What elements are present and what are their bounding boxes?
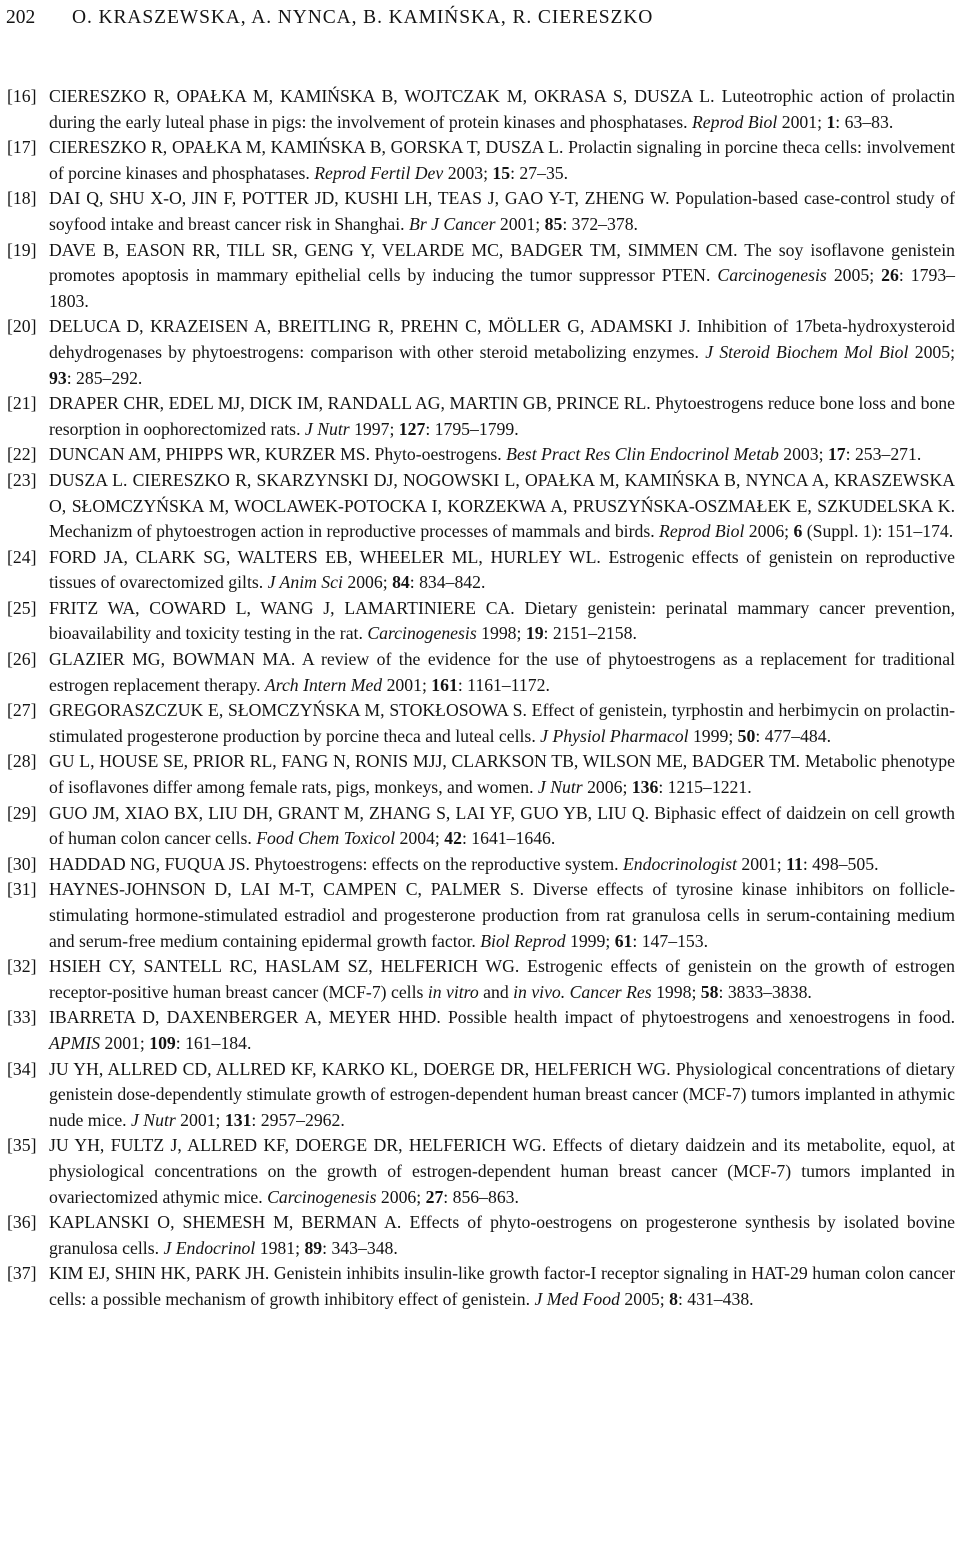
reference-authors: JU YH, FULTZ J, ALLRED KF, DOERGE DR, HELFERICH WG. [49, 1135, 547, 1156]
reference-volume: 93 [49, 367, 67, 388]
reference-title-italic: in vitro [427, 981, 479, 1002]
reference-authors: DAI Q, SHU X-O, JIN F, POTTER JD, KUSHI LH, TEAS J, GAO Y-T, ZHENG W. [49, 188, 670, 209]
reference-number: [36] [7, 1212, 37, 1233]
reference-number: [20] [7, 316, 37, 337]
reference-item [7, 135, 955, 186]
reference-year: 1998; [481, 623, 522, 644]
reference-number: [23] [7, 469, 37, 490]
reference-journal: Reprod Biol [692, 111, 778, 132]
reference-volume: 131 [224, 1109, 252, 1130]
reference-number: [35] [7, 1135, 37, 1156]
reference-journal: Endocrinologist [622, 853, 737, 874]
reference-title: Metabolic phenotype of isoflavones differ among female rats, pigs, monkeys, and women. [49, 751, 956, 798]
reference-authors: JU YH, ALLRED CD, ALLRED KF, KARKO KL, DOERGE DR, HELFERICH WG. [49, 1058, 671, 1079]
reference-item [7, 954, 955, 1005]
reference-item [7, 1005, 955, 1056]
reference-pages: : 372–378. [562, 213, 638, 234]
reference-pages: : 477–484. [755, 725, 832, 746]
reference-item [7, 877, 955, 954]
reference-number: [37] [7, 1263, 37, 1284]
reference-item [7, 545, 955, 596]
reference-authors: FORD JA, CLARK SG, WALTERS EB, WHEELER ML, HURLEY WL. [49, 546, 601, 567]
reference-year: 1981; [259, 1237, 301, 1258]
reference-number: [32] [7, 956, 37, 977]
reference-item [7, 596, 955, 647]
reference-year: 2003; [783, 444, 824, 465]
reference-number: [29] [7, 802, 37, 823]
reference-journal: Reprod Fertil Dev [314, 162, 444, 183]
reference-journal: J Physiol Pharmacol [540, 725, 689, 746]
reference-authors: DAVE B, EASON RR, TILL SR, GENG Y, VELARDE MC, BADGER TM, SIMMEN CM. [49, 239, 738, 260]
reference-number: [22] [7, 444, 37, 465]
reference-title: Effects of dietary daidzein and its metabolite, equol, at physiological concentrations on the growth of estrogen-dependent human breast cancer (MCF-7) tumors implanted in ovariectomized athymic mice. [49, 1135, 955, 1207]
reference-pages: : 834–842. [409, 572, 486, 593]
reference-year: 1999; [569, 930, 611, 951]
reference-journal: Food Chem Toxicol [256, 828, 396, 849]
reference-volume: 11 [786, 853, 803, 874]
reference-text [49, 442, 955, 468]
reference-authors: HADDAD NG, FUQUA JS. [49, 853, 250, 874]
reference-authors: GREGORASZCZUK E, SŁOMCZYŃSKA M, STOKŁOSOWA S. [49, 700, 527, 721]
reference-pages: : 2151–2158. [543, 623, 637, 644]
reference-text [49, 468, 955, 545]
reference-journal: Carcinogenesis [367, 623, 477, 644]
reference-year: 2003; [447, 162, 488, 183]
reference-year: 1998; [656, 981, 697, 1002]
reference-title: A review of the evidence for the use of phytoestrogens as a replacement for traditional estrogen replacement therapy. [49, 649, 955, 695]
reference-journal: Carcinogenesis [717, 265, 827, 286]
reference-number: [27] [7, 700, 37, 721]
reference-text [49, 954, 955, 1005]
reference-year: 2001; [499, 213, 541, 234]
reference-year: 2001; [104, 1032, 145, 1053]
reference-authors: GU L, HOUSE SE, PRIOR RL, FANG N, RONIS MJJ, CLARKSON TB, WILSON ME, BADGER TM. [49, 751, 801, 772]
reference-item [7, 698, 955, 749]
reference-pages: : 161–184. [175, 1032, 252, 1053]
reference-volume: 6 [793, 521, 803, 542]
reference-text [49, 238, 955, 315]
reference-item [7, 186, 955, 237]
reference-authors: KIM EJ, SHIN HK, PARK JH. [49, 1263, 270, 1284]
running-header [6, 6, 954, 30]
reference-text [49, 186, 955, 237]
reference-text [49, 647, 955, 698]
reference-journal: J Nutr [537, 777, 583, 798]
reference-text [49, 596, 955, 647]
reference-volume: 136 [631, 777, 659, 798]
reference-text [49, 391, 955, 442]
page-number: 202 [6, 7, 36, 28]
reference-item [7, 1133, 955, 1210]
reference-journal: Carcinogenesis [267, 1186, 377, 1207]
reference-authors: GUO JM, XIAO BX, LIU DH, GRANT M, ZHANG S, LAI YF, GUO YB, LIU Q. [49, 802, 650, 823]
reference-title: Mechanizm of phytoestrogen action in reproductive processes of mammals and birds. [49, 521, 655, 542]
reference-journal: Arch Intern Med [264, 674, 383, 695]
reference-pages: : 147–153. [632, 930, 709, 951]
reference-title: Effects of phyto-oestrogens on progesterone synthesis by isolated bovine granulosa cells. [49, 1212, 956, 1258]
reference-item [7, 314, 955, 391]
reference-text [49, 877, 955, 954]
reference-year: 1999; [692, 725, 734, 746]
reference-pages: : 285–292. [66, 367, 143, 388]
reference-title: Phyto-oestrogens. [374, 444, 502, 465]
reference-year: 2001; [180, 1109, 221, 1130]
reference-volume: 161 [431, 674, 458, 695]
reference-title: Effect of genistein, tyrphostin and herbimycin on prolactin-stimulated progesterone production by porcine theca and luteal cells. [49, 700, 956, 746]
reference-text [49, 135, 955, 186]
reference-authors: HSIEH CY, SANTELL RC, HASLAM SZ, HELFERICH WG. [49, 956, 520, 977]
reference-number: [18] [7, 188, 37, 209]
reference-authors: GLAZIER MG, BOWMAN MA. [49, 649, 296, 670]
reference-item [7, 442, 955, 468]
reference-journal: J Med Food [534, 1288, 620, 1309]
reference-title: Diverse effects of tyrosine kinase inhibitors on follicle-stimulating hormone-stimulated estradiol and progesterone production from rat granulosa cells in serum-containing medium and serum-free medium containing epidermal growth factor. [49, 879, 956, 951]
reference-year: 2006; [380, 1186, 422, 1207]
reference-pages: : 27–35. [510, 162, 569, 183]
reference-item [7, 801, 955, 852]
reference-item [7, 468, 955, 545]
reference-volume: 50 [737, 725, 756, 746]
reference-volume: 19 [525, 623, 544, 644]
reference-item [7, 647, 955, 698]
reference-item [7, 84, 955, 135]
reference-title: and [483, 981, 509, 1002]
reference-item [7, 1057, 955, 1134]
reference-number: [33] [7, 1007, 37, 1028]
reference-number: [34] [7, 1058, 37, 1079]
reference-title: Genistein inhibits insulin-like growth factor-I receptor signaling in HAT-29 human colon cancer cells: a possible mechanism of growth inhibitory effect of genistein. [49, 1263, 955, 1309]
reference-text [49, 698, 955, 749]
reference-pages: : 2957–2962. [251, 1109, 345, 1130]
reference-year: 2004; [399, 828, 440, 849]
reference-title: Luteotrophic action of prolactin during the early luteal phase in pigs: the involvement of protein kinases and phosphatases. [49, 86, 955, 132]
reference-pages: : 1215–1221. [658, 777, 752, 798]
reference-title: Prolactin signaling in porcine theca cells: involvement of porcine kinases and phosphatases. [49, 137, 956, 183]
reference-pages: : 1161–1172. [457, 674, 550, 695]
reference-journal: Best Pract Res Clin Endocrinol Metab [506, 444, 779, 465]
reference-number: [16] [7, 86, 37, 106]
reference-year: 2006; [748, 521, 790, 542]
reference-number: [28] [7, 751, 37, 772]
reference-number: [25] [7, 597, 37, 618]
reference-authors: CIERESZKO R, OPAŁKA M, KAMIŃSKA B, WOJTCZAK M, OKRASA S, DUSZA L. [49, 86, 715, 106]
reference-item [7, 1210, 955, 1261]
reference-title: The soy isoflavone genistein promotes apoptosis in mammary epithelial cells by inducing the tumor suppressor PTEN. [49, 239, 955, 286]
reference-authors: IBARRETA D, DAXENBERGER A, MEYER HHD. [49, 1007, 441, 1028]
reference-pages: : 1793–1803. [49, 265, 956, 311]
reference-text [49, 84, 955, 135]
reference-pages: : 856–863. [443, 1186, 519, 1207]
reference-authors: DELUCA D, KRAZEISEN A, BREITLING R, PREHN C, MÖLLER G, ADAMSKI J. [49, 316, 691, 337]
reference-number: [19] [7, 239, 37, 260]
reference-title: Possible health impact of phytoestrogens and xenoestrogens in food. [447, 1007, 956, 1028]
reference-journal: J Nutr [304, 418, 350, 439]
reference-pages: : 498–505. [802, 853, 879, 874]
reference-pages: : 3833–3838. [718, 981, 812, 1002]
reference-volume: 58 [700, 981, 719, 1002]
reference-journal: Biol Reprod [480, 930, 566, 951]
reference-text [49, 545, 955, 596]
reference-volume: 15 [492, 162, 511, 183]
reference-text [49, 1057, 955, 1134]
reference-title: Estrogenic effects of genistein on reproductive tissues of ovarectomized gilts. [49, 546, 956, 593]
reference-volume: 26 [881, 265, 899, 286]
reference-journal: J Endocrinol [163, 1237, 256, 1258]
reference-pages: : 431–438. [677, 1288, 754, 1309]
reference-title: Phytoestrogens: effects on the reproductive system. [254, 853, 619, 874]
reference-number: [24] [7, 546, 37, 567]
reference-pages: : 253–271. [845, 444, 922, 465]
reference-authors: KAPLANSKI O, SHEMESH M, BERMAN A. [49, 1212, 402, 1233]
reference-item [7, 238, 955, 315]
reference-list [7, 84, 955, 1313]
reference-title-italic: in vivo. [513, 981, 566, 1002]
reference-text [49, 1133, 955, 1210]
reference-volume: 8 [669, 1288, 678, 1309]
reference-volume: 27 [425, 1186, 444, 1207]
reference-year: 2005; [833, 265, 875, 286]
reference-year: 2001; [781, 111, 823, 132]
reference-title: Population-based case-control study of soyfood intake and breast cancer risk in Shanghai. [49, 188, 955, 234]
reference-text [49, 1261, 955, 1312]
reference-journal: Reprod Biol [659, 521, 745, 542]
reference-volume: 109 [149, 1032, 176, 1053]
reference-text [49, 1005, 955, 1056]
reference-journal: J Anim Sci [267, 572, 343, 593]
reference-year: 2006; [587, 777, 628, 798]
reference-volume: 127 [398, 418, 426, 439]
reference-journal: Cancer Res [569, 981, 652, 1002]
reference-journal: Br J Cancer [409, 213, 496, 234]
reference-number: [31] [7, 879, 37, 900]
reference-authors: FRITZ WA, COWARD L, WANG J, LAMARTINIERE CA. [49, 597, 515, 618]
reference-number: [17] [7, 137, 37, 158]
reference-text [49, 314, 955, 391]
reference-year: 1997; [354, 418, 395, 439]
reference-pages: : 1795–1799. [425, 418, 519, 439]
reference-year: 2001; [741, 853, 782, 874]
reference-year: 2005; [914, 341, 956, 362]
reference-year: 2001; [386, 674, 427, 695]
reference-volume: 61 [614, 930, 633, 951]
reference-item [7, 749, 955, 800]
reference-title: Biphasic effect of daidzein on cell growth of human colon cancer cells. [49, 802, 955, 849]
reference-title: Dietary genistein: perinatal mammary cancer prevention, bioavailability and toxicity testing in the rat. [49, 597, 955, 644]
reference-number: [30] [7, 853, 37, 874]
reference-text [49, 801, 955, 852]
reference-volume: 1 [826, 111, 836, 132]
reference-year: 2006; [347, 572, 388, 593]
reference-pages: (Suppl. 1): 151–174. [802, 521, 954, 542]
reference-year: 2005; [624, 1288, 665, 1309]
reference-pages: : 343–348. [322, 1237, 398, 1258]
reference-authors: HAYNES-JOHNSON D, LAI M-T, CAMPEN C, PALMER S. [49, 879, 525, 900]
reference-number: [26] [7, 649, 37, 670]
reference-item [7, 852, 955, 878]
reference-authors: CIERESZKO R, OPAŁKA M, KAMIŃSKA B, GORSKA T, DUSZA L. [49, 137, 564, 158]
reference-authors: DUSZA L. CIERESZKO R, SKARZYNSKI DJ, NOGOWSKI L, OPAŁKA M, KAMIŃSKA B, NYNCA A, KRASZEWSKA O, SŁOMCZYŃSKA M, WOCLAWEK-POTOCKA I, KORZEKWA A, PRUSZYŃSKA-OSZMAŁEK E, SZKUDELSKA K. [49, 469, 955, 516]
reference-volume: 85 [544, 213, 563, 234]
reference-volume: 89 [304, 1237, 323, 1258]
reference-title: Inhibition of 17beta-hydroxysteroid dehydrogenases by phytoestrogens: comparison with other steroid metabolizing enzymes. [49, 316, 955, 362]
reference-authors: DRAPER CHR, EDEL MJ, DICK IM, RANDALL AG, MARTIN GB, PRINCE RL. [49, 393, 651, 414]
reference-title: Estrogenic effects of genistein on the growth of estrogen receptor-positive human breast cancer (MCF-7) cells [49, 956, 956, 1002]
reference-journal: APMIS [49, 1032, 101, 1053]
reference-title: Phytoestrogens reduce bone loss and bone resorption in oophorectomized rats. [49, 393, 955, 439]
reference-text [49, 1210, 955, 1261]
reference-journal: J Nutr [131, 1109, 176, 1130]
reference-item [7, 391, 955, 442]
running-head-authors: O. KRASZEWSKA, A. NYNCA, B. KAMIŃSKA, R. CIERESZKO [72, 7, 654, 28]
reference-journal: J Steroid Biochem Mol Biol [705, 341, 909, 362]
reference-pages: : 1641–1646. [461, 828, 556, 849]
reference-volume: 17 [827, 444, 846, 465]
reference-text [49, 749, 955, 800]
reference-pages: : 63–83. [835, 111, 894, 132]
reference-number: [21] [7, 393, 37, 414]
reference-volume: 84 [392, 572, 410, 593]
reference-item [7, 1261, 955, 1312]
reference-authors: DUNCAN AM, PHIPPS WR, KURZER MS. [49, 444, 371, 465]
reference-title: Physiological concentrations of dietary genistein dose-dependently stimulate growth of estrogen-dependent human breast cancer (MCF-7) tumors implanted in athymic nude mice. [49, 1058, 956, 1130]
reference-text [49, 852, 955, 878]
reference-volume: 42 [444, 828, 462, 849]
